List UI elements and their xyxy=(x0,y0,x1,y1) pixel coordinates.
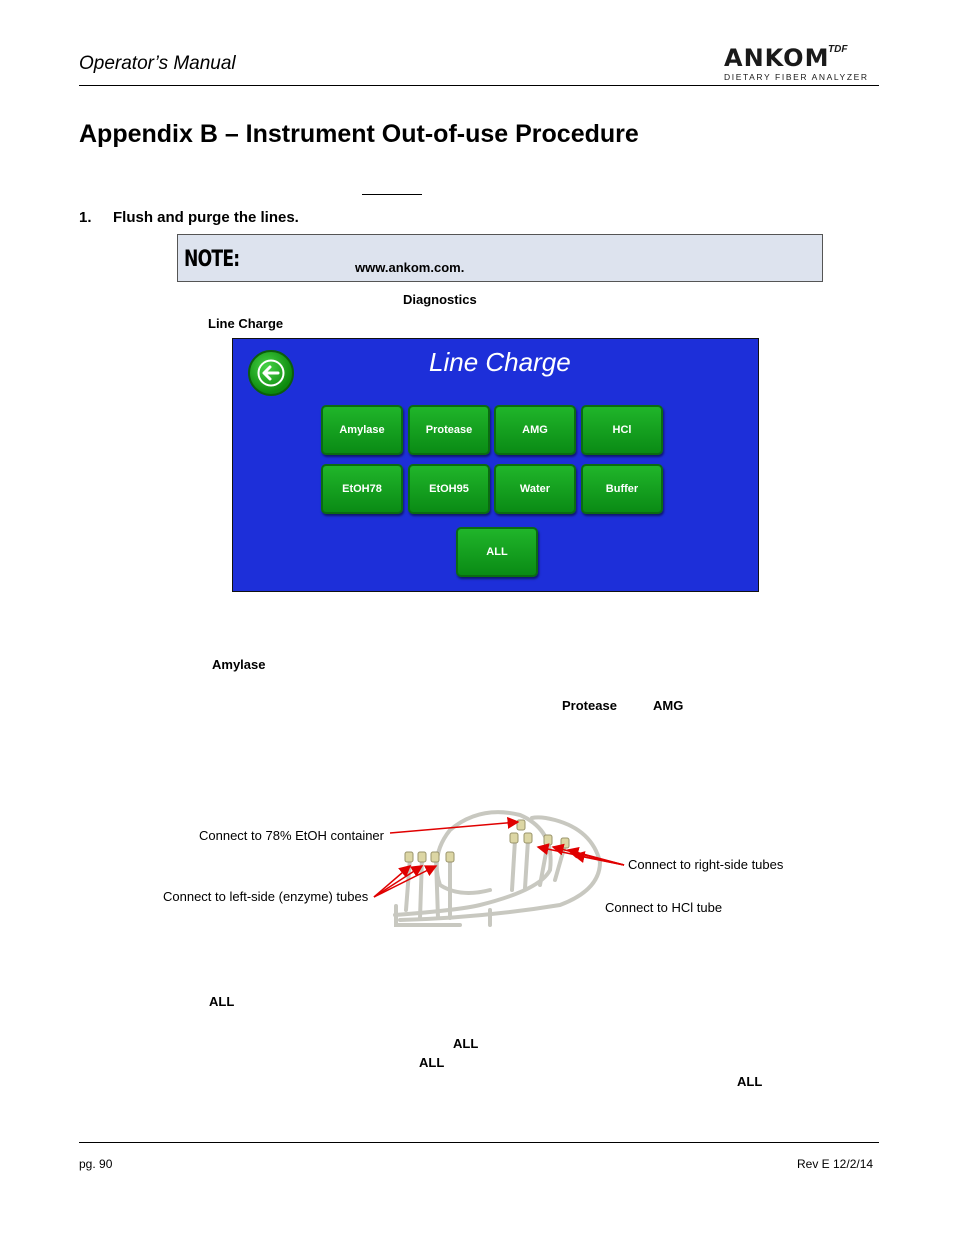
term-diagnostics: Diagnostics xyxy=(403,292,477,307)
amylase-button[interactable]: Amylase xyxy=(321,405,403,455)
logo-superscript: TDF xyxy=(828,44,848,55)
back-button[interactable] xyxy=(248,350,294,396)
term-all-1: ALL xyxy=(209,994,235,1009)
term-all-4: ALL xyxy=(737,1074,763,1089)
screen-title: Line Charge xyxy=(429,347,571,377)
page-number: pg. 90 xyxy=(79,1157,113,1171)
callout-left-side: Connect to left-side (enzyme) tubes xyxy=(163,889,369,904)
term-line-charge: Line Charge xyxy=(208,316,284,331)
step-heading: Flush and purge the lines. xyxy=(113,209,299,226)
ankom-logo xyxy=(722,44,880,84)
tube-assembly xyxy=(395,812,600,925)
callout-right-side: Connect to right-side tubes xyxy=(628,857,784,872)
term-protease: Protease xyxy=(562,698,617,713)
footer-divider xyxy=(79,1142,879,1143)
revision-date: Rev E 12/2/14 xyxy=(797,1157,874,1171)
page-title: Appendix B – Instrument Out-of-use Procedure xyxy=(79,120,639,148)
callout-hcl: Connect to HCl tube xyxy=(605,900,723,915)
note-box xyxy=(177,234,823,282)
header-title: Operator’s Manual xyxy=(79,53,236,74)
term-all-3: ALL xyxy=(419,1055,445,1070)
buffer-button[interactable]: Buffer xyxy=(581,464,663,514)
all-button[interactable]: ALL xyxy=(456,527,538,577)
note-label: NOTE: xyxy=(184,247,240,272)
amg-button[interactable]: AMG xyxy=(494,405,576,455)
hcl-button[interactable]: HCl xyxy=(581,405,663,455)
etoh78-button[interactable]: EtOH78 xyxy=(321,464,403,514)
logo-text: ANKOM xyxy=(724,44,830,72)
term-all-2: ALL xyxy=(453,1036,479,1051)
note-link[interactable]: www.ankom.com. xyxy=(355,260,465,275)
arrow-left-icon xyxy=(257,359,285,387)
underline-rule xyxy=(362,194,422,195)
term-amylase: Amylase xyxy=(212,657,266,672)
callout-etoh: Connect to 78% EtOH container xyxy=(199,828,384,843)
term-amg: AMG xyxy=(653,698,684,713)
etoh95-button[interactable]: EtOH95 xyxy=(408,464,490,514)
protease-button[interactable]: Protease xyxy=(408,405,490,455)
header-divider xyxy=(79,85,879,86)
step-number: 1. xyxy=(79,209,92,226)
logo-subtitle: DIETARY FIBER ANALYZER xyxy=(724,72,869,82)
line-charge-screen xyxy=(232,338,759,592)
water-button[interactable]: Water xyxy=(494,464,576,514)
